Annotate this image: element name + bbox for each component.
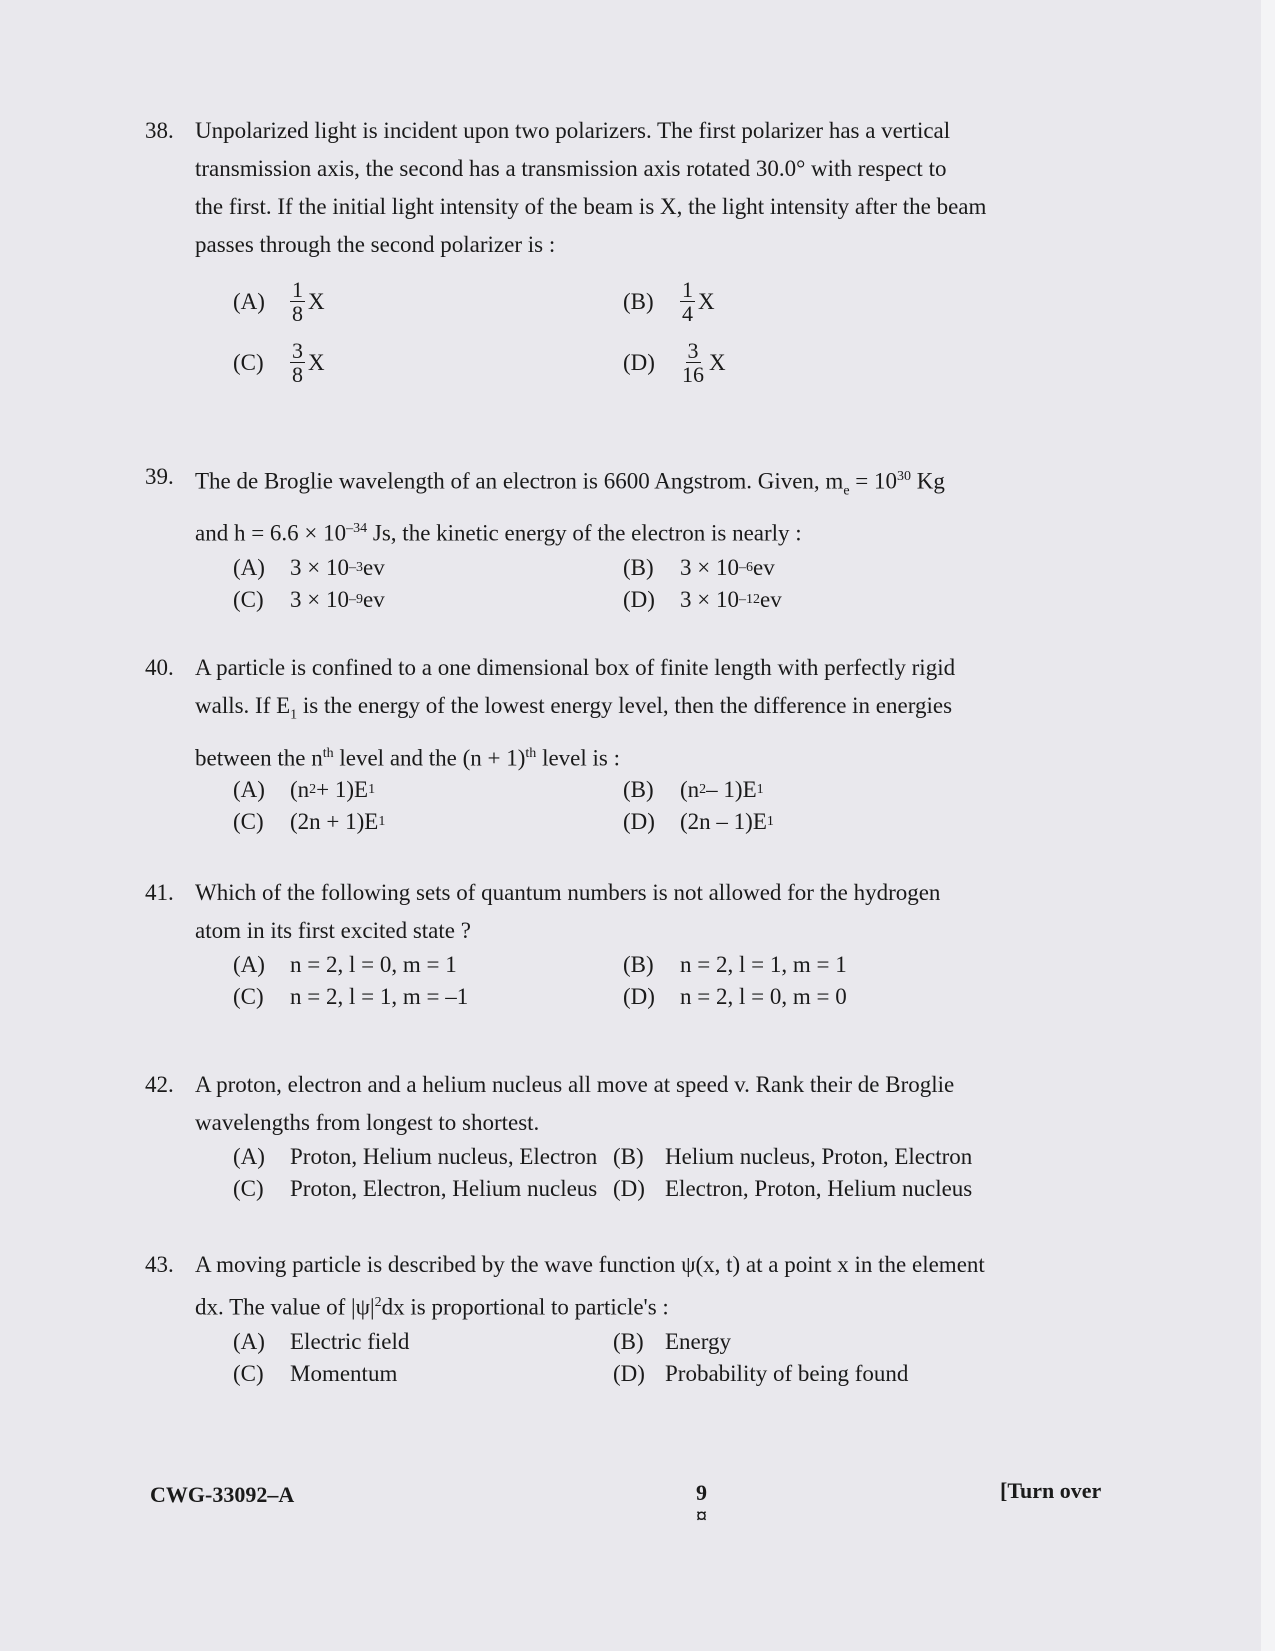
question-41 xyxy=(145,874,995,1010)
option-c: (C) (2n + 1)E 1 xyxy=(233,809,386,835)
question-43 xyxy=(145,1246,995,1387)
option-b: (B) (n 2 – 1)E 1 xyxy=(623,777,764,803)
option-b: (B) Helium nucleus, Proton, Electron xyxy=(613,1144,973,1169)
option-c: (C) 3 × 10 –9 ev xyxy=(233,586,385,612)
question-39 xyxy=(145,458,995,613)
option-c: (C) $\frac{3}{8}$ X xyxy=(233,338,325,388)
page-number: 9 ¤ xyxy=(696,1480,707,1528)
page-mark-icon: ¤ xyxy=(696,1503,707,1528)
question-text: A moving particle is described by the wave function ψ(x, t) at a point x in the element dx. The value of $|\psi|^2dx$ is proportional to particle's : xyxy=(195,1252,985,1320)
option-a: (A) Electric field xyxy=(233,1328,410,1354)
fraction: $\frac{3}{8}$ xyxy=(292,338,303,388)
option-d: (D) 3 × 10 –12 ev xyxy=(623,586,782,612)
option-d: (D) (2n – 1)E 1 xyxy=(623,809,774,835)
question-text: The de Broglie wavelength of an electron is 6600 Angstrom. Given, $m_e = 10^{30}$ Kg and $h = 6.6 \times 10^{-34}$ Js, the kinetic energy of the electron is nearly : xyxy=(195,468,945,546)
option-c: (C) n = 2, l = 1, m = –1 xyxy=(233,984,469,1009)
question-text: A particle is confined to a one dimensional box of finite length with perfectly rigid walls. If $E_1$ is the energy of the lowest energy level, then the difference in energies between the $n^{th}$ level and the $(n + 1)^{th}$ level is : xyxy=(195,655,956,771)
option-a: (A) 3 × 10 –3 ev xyxy=(233,554,385,580)
paper-code: CWG-33092–A xyxy=(150,1482,295,1507)
question-number: 38. xyxy=(145,118,174,143)
option-b: (B) 3 × 10 –6 ev xyxy=(623,554,775,580)
option-a: (A) n = 2, l = 0, m = 1 xyxy=(233,952,457,977)
option-d: (D) Probability of being found xyxy=(613,1360,909,1386)
question-text: A proton, electron and a helium nucleus all move at speed v. Rank their de Broglie wavelengths from longest to shortest. xyxy=(195,1072,955,1135)
option-b: (B) Energy xyxy=(613,1328,732,1354)
question-40 xyxy=(145,649,995,835)
option-b: (B) $\frac{1}{4}$ X xyxy=(623,277,715,327)
question-number: 40. xyxy=(145,655,174,680)
option-d: (D) $\frac{3}{16}$ X xyxy=(623,338,726,388)
option-b: (B) n = 2, l = 1, m = 1 xyxy=(623,952,847,977)
fraction: $\frac{3}{16}$ xyxy=(682,338,704,388)
option-c: (C) Proton, Electron, Helium nucleus xyxy=(233,1176,598,1201)
question-38 xyxy=(145,112,995,386)
question-text: Unpolarized light is incident upon two polarizers. The first polarizer has a vertical transmission axis, the second has a transmission axis rotated 30.0° with respect to the first. If the initial light intensity of the beam is X, the light intensity after the beam passes through the second polarizer is : xyxy=(195,118,987,257)
option-a: (A) (n 2 + 1)E 1 xyxy=(233,777,376,803)
question-number: 43. xyxy=(145,1252,174,1277)
fraction: $\frac{1}{4}$ xyxy=(682,277,693,327)
question-text: Which of the following sets of quantum numbers is not allowed for the hydrogen atom in its first excited state ? xyxy=(195,880,941,943)
question-number: 39. xyxy=(145,464,174,489)
question-42 xyxy=(145,1066,995,1202)
option-c: (C) Momentum xyxy=(233,1360,398,1386)
question-number: 42. xyxy=(145,1072,174,1097)
fraction: $\frac{1}{8}$ xyxy=(292,277,303,327)
turn-over-label: [Turn over xyxy=(1000,1478,1102,1503)
option-d: (D) n = 2, l = 0, m = 0 xyxy=(623,984,847,1009)
option-d: (D) Electron, Proton, Helium nucleus xyxy=(613,1176,973,1201)
option-a: (A) Proton, Helium nucleus, Electron xyxy=(233,1144,598,1169)
page-edge xyxy=(1261,0,1275,1651)
question-number: 41. xyxy=(145,880,174,905)
option-a: (A) $\frac{1}{8}$ X xyxy=(233,277,325,327)
